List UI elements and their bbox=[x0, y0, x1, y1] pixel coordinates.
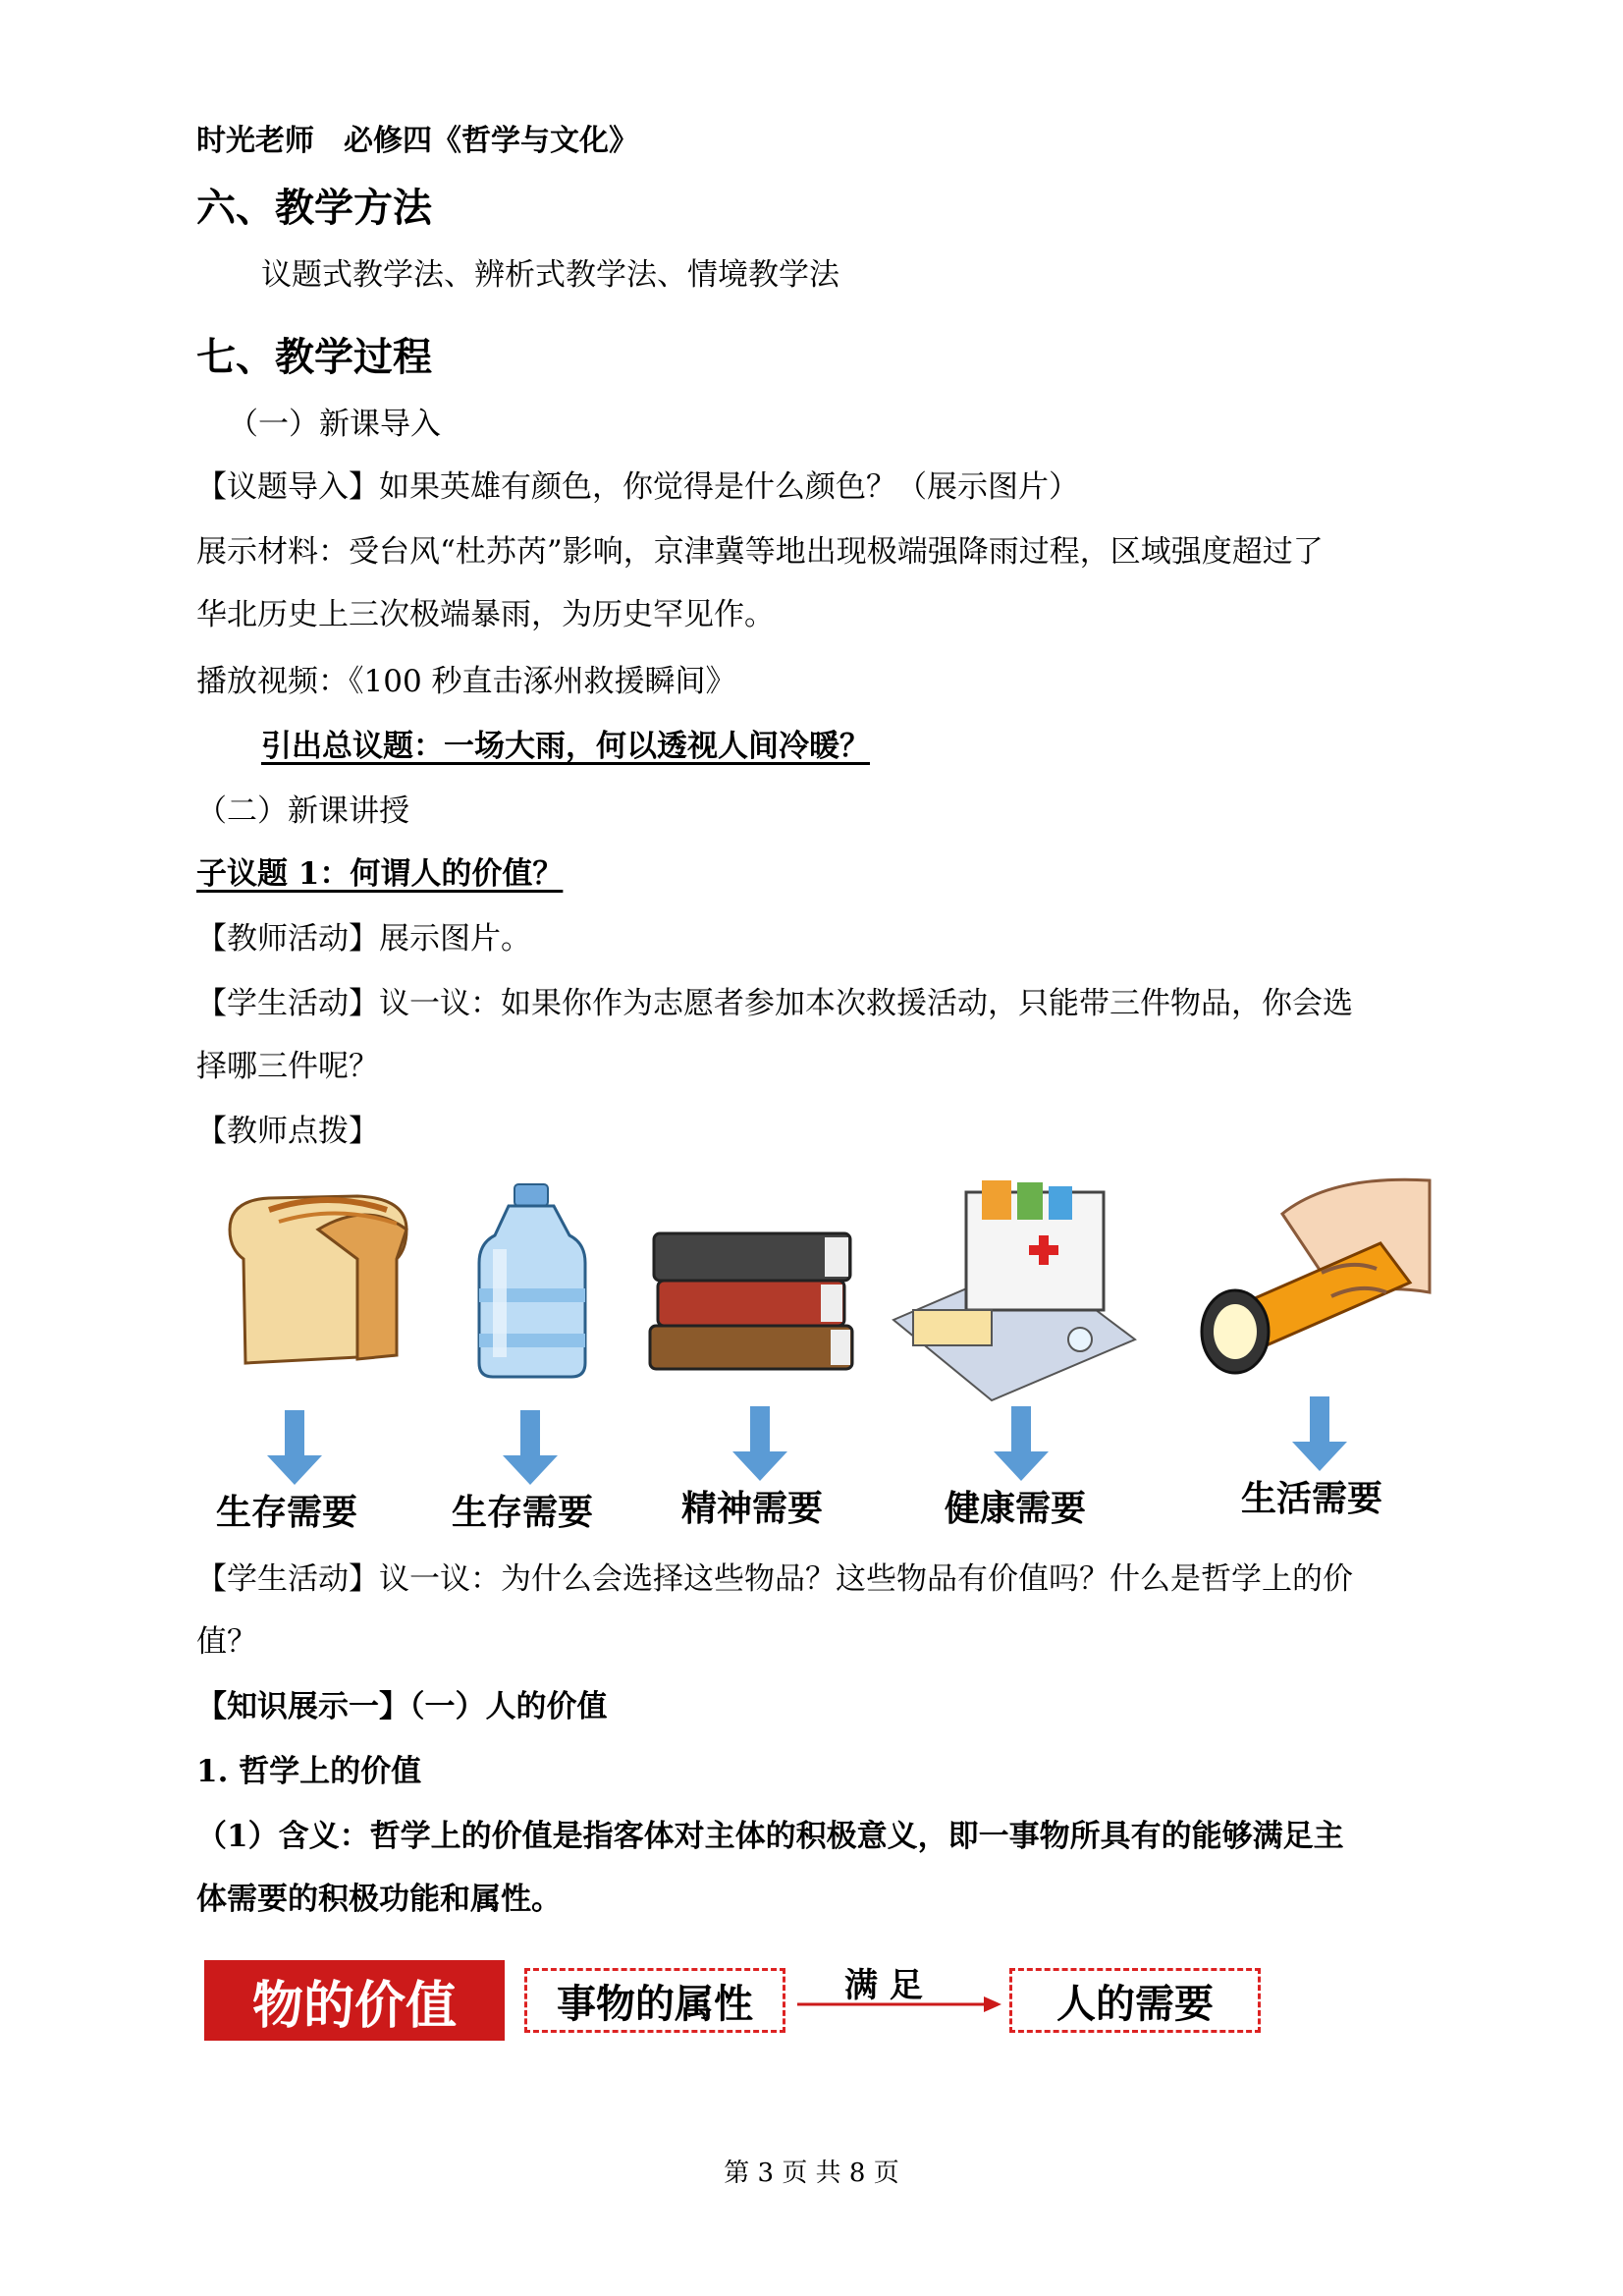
books-icon bbox=[638, 1210, 864, 1377]
arrow-down-icon bbox=[1292, 1396, 1347, 1471]
teacher-activity: 【教师活动】展示图片。 bbox=[196, 921, 531, 957]
issue-intro: 【议题导入】如果英雄有颜色，你觉得是什么颜色？（展示图片） bbox=[196, 469, 1079, 505]
student-activity-2-line-2: 值？ bbox=[196, 1624, 257, 1660]
material-line-2: 华北历史上三次极端暴雨，为历史罕见作。 bbox=[196, 597, 775, 632]
meaning-line-2: 体需要的积极功能和属性。 bbox=[196, 1882, 562, 1917]
item-caption: 生存需要 bbox=[452, 1493, 594, 1533]
arrow-down-icon bbox=[994, 1406, 1049, 1481]
item-caption: 精神需要 bbox=[681, 1489, 824, 1529]
arrow-down-icon bbox=[503, 1410, 558, 1485]
page-footer: 第 3 页 共 8 页 bbox=[724, 2159, 899, 2188]
diagram-left-box: 事物的属性 bbox=[524, 1968, 785, 2033]
item-caption: 健康需要 bbox=[945, 1489, 1087, 1529]
item-caption: 生活需要 bbox=[1241, 1479, 1383, 1519]
teacher-tip: 【教师点拨】 bbox=[196, 1114, 379, 1149]
arrow-down-icon bbox=[267, 1410, 322, 1485]
item-caption: 生存需要 bbox=[216, 1493, 358, 1533]
student-activity-2-line-1: 【学生活动】议一议：为什么会选择这些物品？这些物品有价值吗？什么是哲学上的价 bbox=[196, 1561, 1353, 1597]
sub-issue-1: 子议题 1：何谓人的价值？ bbox=[196, 856, 564, 892]
flashlight-icon bbox=[1184, 1175, 1439, 1381]
part-2-title: （二）新课讲授 bbox=[196, 793, 409, 829]
section-7-title: 七、教学过程 bbox=[196, 335, 432, 380]
bread-icon bbox=[210, 1190, 412, 1371]
diagram-right-box: 人的需要 bbox=[1009, 1968, 1261, 2033]
water-jug-icon bbox=[463, 1180, 601, 1381]
main-issue: 引出总议题：一场大雨，何以透视人间冷暖？ bbox=[261, 729, 870, 764]
diagram-title: 物的价值 bbox=[204, 1960, 505, 2041]
meaning-line-1: （1）含义：哲学上的价值是指客体对主体的积极意义，即一事物所具有的能够满足主 bbox=[196, 1819, 1344, 1854]
material-line-1: 展示材料：受台风“杜苏芮”影响，京津冀等地出现极端强降雨过程，区域强度超过了 bbox=[196, 534, 1324, 570]
knowledge-display: 【知识展示一】（一）人的价值 bbox=[196, 1689, 608, 1724]
section-6-body: 议题式教学法、辨析式教学法、情境教学法 bbox=[261, 257, 839, 293]
student-activity-line-2: 择哪三件呢？ bbox=[196, 1049, 379, 1084]
video-line: 播放视频：《100 秒直击涿州救援瞬间》 bbox=[196, 664, 736, 699]
section-6-title: 六、教学方法 bbox=[196, 186, 432, 231]
arrow-down-icon bbox=[732, 1406, 787, 1481]
point-1: 1. 哲学上的价值 bbox=[196, 1754, 422, 1789]
student-activity-line-1: 【学生活动】议一议：如果你作为志愿者参加本次救援活动，只能带三件物品，你会选 bbox=[196, 986, 1353, 1021]
arrow-right-icon bbox=[797, 1994, 1003, 2015]
diagram-arrow-label: 满 足 bbox=[844, 1966, 923, 2005]
first-aid-kit-icon bbox=[884, 1173, 1141, 1404]
part-1-title: （一）新课导入 bbox=[228, 407, 441, 442]
document-header: 时光老师 必修四《哲学与文化》 bbox=[196, 124, 638, 158]
